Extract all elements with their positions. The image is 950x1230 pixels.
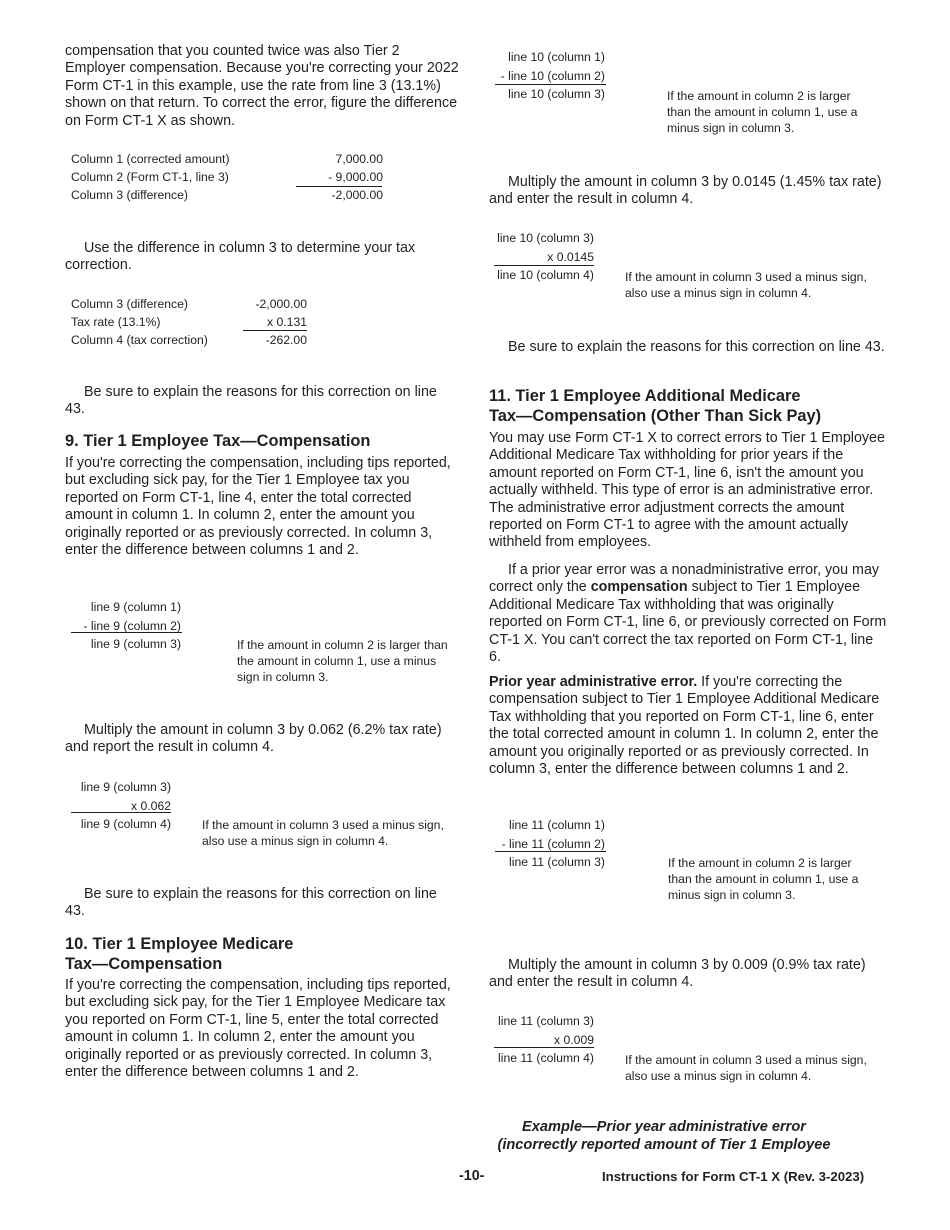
row-value: x 0.131: [267, 315, 307, 329]
calc-line: - line 10 (column 2): [500, 68, 605, 83]
calc-rule: [494, 1047, 594, 1048]
section-10-paragraph: If you're correcting the compensation, including tips reported, but excluding sick pay, for the Tier 1 Employee Medicare tax you reported on Form CT-1, line 5, enter the total corrected amount in column 1. In column 2, enter the amount you originally reported or as previously corrected. In column 3, enter the difference between columns 1 and 2.: [65, 977, 451, 1081]
total-rule: [296, 186, 382, 187]
section-10-multiply: Multiply the amount in column 3 by 0.0145 (1.45% tax rate) and enter the result in column 4.: [489, 174, 882, 208]
calc-rule: [494, 265, 594, 266]
table-row: [71, 295, 307, 313]
table-row: [71, 186, 383, 204]
row-label: Column 1 (corrected amount): [71, 152, 230, 166]
calc-line: line 10 (column 3): [497, 231, 594, 245]
calc-line: - line 11 (column 2): [501, 836, 605, 851]
section-9-paragraph: If you're correcting the compensation, including tips reported, but excluding sick pay, for the Tier 1 Employee tax you reported on Form CT-1, line 4, enter the total corrected amount in column 1. In column 2, enter the amount you originally reported or as previously corrected. In column 3, enter the difference between columns 1 and 2.: [65, 455, 451, 559]
calc-line: x 0.0145: [547, 249, 594, 264]
section-11-calc-difference: [489, 816, 605, 872]
emphasis-compensation: compensation: [590, 579, 688, 596]
table-row: [71, 313, 307, 331]
table-row: [71, 331, 307, 349]
explain-paragraph: Be sure to explain the reasons for this correction on line 43.: [65, 886, 437, 920]
text-run: If you're correcting the compensation subject to Tier 1 Employee Additional Medicare Tax withholding that you reported on Form CT-1, line 6, enter the total corrected amount in column 1. In column 2, enter the amount you originally reported or as previously corrected. In column 3, enter the difference between columns 1 and 2.: [489, 674, 880, 778]
calc-line: line 11 (column 4): [498, 1051, 594, 1065]
calc-line: line 10 (column 1): [508, 50, 605, 64]
calc-line: line 11 (column 1): [509, 818, 605, 832]
calc-note: If the amount in column 3 used a minus sign, also use a minus sign in column 4.: [625, 1053, 867, 1083]
calc-rule: [495, 851, 606, 852]
section-9-calc-tax: [71, 778, 171, 834]
row-value: -2,000.00: [331, 188, 383, 202]
row-value: 7,000.00: [335, 152, 383, 166]
heading-line: 11. Tier 1 Employee Additional Medicare: [489, 387, 801, 405]
calc-line: - line 9 (column 2): [83, 618, 181, 633]
row-value: -262.00: [265, 333, 307, 347]
row-label: Column 3 (difference): [71, 188, 188, 202]
section-11-multiply: Multiply the amount in column 3 by 0.009 (0.9% tax rate) and enter the result in column 4.: [489, 957, 866, 991]
form-title: Instructions for Form CT-1 X (Rev. 3-2023): [602, 1169, 865, 1184]
difference-table: [71, 150, 383, 204]
calc-line: line 9 (column 4): [80, 817, 171, 831]
example-line: Example—Prior year administrative error: [522, 1119, 806, 1135]
section-10-heading: [65, 934, 460, 974]
calc-line: line 9 (column 3): [90, 637, 181, 651]
calc-line: line 11 (column 3): [509, 855, 605, 869]
text-run: If a prior year error was a nonadministrative error, you may correct only the: [489, 562, 880, 596]
section-11-calc-tax: [489, 1012, 594, 1068]
text-run: subject to Tier 1 Employee Additional Medicare Tax withholding that was originally reported on Form CT-1, line 6, or previously corrected on Form CT-1 X. You can't correct the tax reported on Form CT-1, line 6.: [489, 579, 887, 666]
calc-note: If the amount in column 3 used a minus sign, also use a minus sign in column 4.: [202, 818, 444, 848]
calc-line: line 9 (column 3): [80, 780, 171, 794]
row-label: Column 4 (tax correction): [71, 333, 208, 347]
section-11-heading: [489, 386, 889, 426]
calc-rule: [495, 84, 606, 85]
row-label: Column 3 (difference): [71, 297, 188, 311]
section-9-calc-difference: [71, 598, 181, 654]
table-row: [71, 168, 383, 186]
calc-line: line 10 (column 3): [508, 87, 605, 101]
calc-note: If the amount in column 3 used a minus sign, also use a minus sign in column 4.: [625, 270, 867, 300]
row-value: - 9,000.00: [328, 170, 383, 184]
calc-note: If the amount in column 2 is larger than the amount in column 1, use a minus sign in column 3.: [237, 638, 448, 684]
row-value: -2,000.00: [255, 297, 307, 311]
section-11-paragraph: You may use Form CT-1 X to correct errors to Tier 1 Employee Additional Medicare Tax withholding for prior years if the amount reported on Form CT-1, line 6, isn't the amount you actually withheld. This type of error is an administrative error. The administrative error adjustment corrects the amount reported on Form CT-1 to agree with the amount actually withheld from employees.: [489, 430, 885, 551]
calc-line: x 0.062: [131, 798, 171, 813]
heading-line: Tax—Compensation (Other Than Sick Pay): [489, 407, 822, 425]
calc-rule: [71, 632, 182, 633]
section-9-multiply: Multiply the amount in column 3 by 0.062 (6.2% tax rate) and report the result in column 4.: [65, 722, 442, 756]
row-label: Column 2 (Form CT-1, line 3): [71, 170, 229, 184]
row-label: Tax rate (13.1%): [71, 315, 161, 329]
use-difference-paragraph: Use the difference in column 3 to determine your tax correction.: [65, 240, 416, 274]
page-number: -10-: [459, 1168, 485, 1184]
calc-line: x 0.009: [554, 1032, 594, 1047]
section-9-heading: 9. Tier 1 Employee Tax—Compensation: [65, 432, 371, 450]
heading-line: Tax—Compensation: [65, 955, 223, 973]
prior-year-admin-paragraph: [489, 674, 889, 778]
heading-line: 10. Tier 1 Employee Medicare: [65, 935, 294, 953]
explain-paragraph: Be sure to explain the reasons for this correction on line 43.: [508, 339, 885, 355]
section-10-calc-difference: [489, 48, 605, 104]
calc-line: line 9 (column 1): [90, 600, 181, 614]
tax-correction-table: [71, 295, 307, 349]
calc-line: line 10 (column 4): [497, 268, 594, 282]
calc-line: line 11 (column 3): [498, 1014, 594, 1028]
table-row: [71, 150, 383, 168]
run-in-heading: Prior year administrative error.: [489, 674, 698, 690]
nonadministrative-paragraph: [489, 562, 889, 666]
calc-note: If the amount in column 2 is larger than the amount in column 1, use a minus sign in column 3.: [667, 89, 858, 135]
example-line: (incorrectly reported amount of Tier 1 Employee: [497, 1137, 831, 1153]
section-10-calc-tax: [489, 229, 594, 285]
example-heading: [479, 1118, 849, 1154]
calc-note: If the amount in column 2 is larger than the amount in column 1, use a minus sign in column 3.: [668, 856, 859, 902]
intro-paragraph: compensation that you counted twice was also Tier 2 Employer compensation. Because you're correcting your 2022 Form CT-1 in this example, use the rate from line 3 (13.1%) shown on that return. To correct the error, figure the difference on Form CT-1 X as shown.: [65, 43, 459, 129]
explain-paragraph: Be sure to explain the reasons for this correction on line 43.: [65, 384, 437, 418]
calc-rule: [71, 812, 171, 813]
total-rule: [243, 330, 307, 331]
